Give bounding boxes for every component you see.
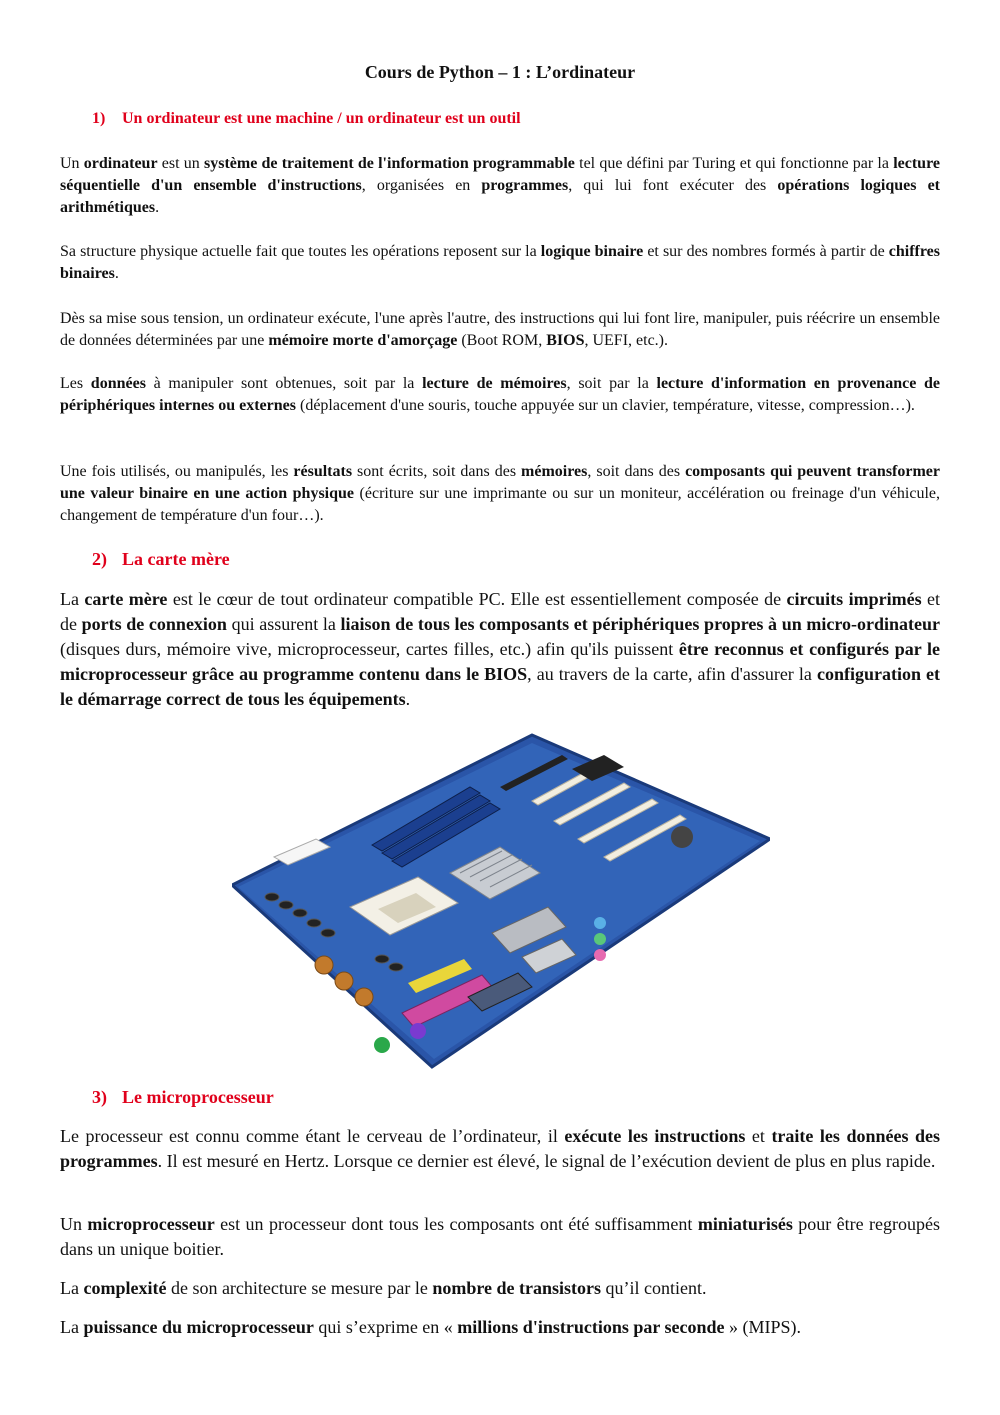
section-title: La carte mère — [122, 549, 230, 569]
paragraph: Sa structure physique actuelle fait que toutes les opérations reposent sur la logique binaire et sur des nombres formés à partir de chiffres binaires. — [60, 243, 941, 282]
section-number: 3) — [92, 1087, 107, 1107]
bold-term: chiffres binaires — [60, 243, 941, 282]
bold-term: carte mère — [84, 589, 168, 609]
bold-term: mémoires — [521, 463, 588, 480]
bold-term: lecture de mémoires — [422, 375, 567, 392]
bold-term: circuits imprimés — [786, 589, 922, 609]
bold-term: opérations logiques et arithmétiques — [60, 177, 941, 216]
page-title: Cours de Python – 1 : L’ordinateur — [364, 62, 636, 82]
paragraph: Un ordinateur est un système de traitement de l'information programmable tel que défini par Turing et qui fonctionne par la lecture séquentielle d'un ensemble d'instructions, organisées en programmes, qui lui font exécuter des opérations logiques et arithmétiques. — [60, 155, 941, 216]
section-number: 1) — [92, 110, 106, 127]
bold-term: configuration et le démarrage correct de tous les équipements — [60, 664, 941, 709]
bold-term: nombre de transistors — [432, 1278, 602, 1298]
bold-term: liaison de tous les composants et périphériques propres à un micro-ordinateur — [340, 614, 940, 634]
section-1-heading — [92, 110, 521, 128]
bold-term: mémoire morte d'amorçage — [268, 332, 458, 349]
bold-term: ports de connexion — [81, 614, 227, 634]
paragraph: Une fois utilisés, ou manipulés, les résultats sont écrits, soit dans des mémoires, soit dans des composants qui peuvent transformer une valeur binaire en une action physique (écriture sur une imprimante ou sur un moniteur, accélération ou freinage d'un véhicule, changement de température d'un four…). — [60, 463, 941, 524]
paragraph: Un microprocesseur est un processeur dont tous les composants ont été suffisamment miniaturisés pour être regroupés dans un unique boitier. — [60, 1214, 941, 1259]
paragraph: Dès sa mise sous tension, un ordinateur exécute, l'une après l'autre, des instructions qui lui font lire, manipuler, puis réécrire un ensemble de données déterminées par une mémoire morte d'amorçage (Boot ROM, BIOS, UEFI, etc.). — [60, 310, 940, 349]
bold-term: ordinateur — [83, 155, 158, 172]
bold-term: millions d'instructions par seconde — [457, 1317, 725, 1337]
section-3-heading — [92, 1087, 274, 1108]
bold-term: données — [90, 375, 146, 392]
bold-term: BIOS — [546, 332, 585, 349]
bold-term: exécute les instructions — [564, 1126, 746, 1146]
bold-term: traite les données des programmes — [60, 1126, 940, 1171]
bold-term: miniaturisés — [697, 1214, 793, 1234]
section-title: Le microprocesseur — [122, 1087, 274, 1107]
bold-term: puissance du microprocesseur — [83, 1317, 314, 1337]
motherboard-illustration — [232, 727, 770, 1069]
paragraph: Les données à manipuler sont obtenues, soit par la lecture de mémoires, soit par la lecture d'information en provenance de périphériques internes ou externes (déplacement d'une souris, touche appuyée sur un clavier, température, vitesse, compression…). — [60, 375, 940, 414]
bold-term: logique binaire — [540, 243, 644, 260]
bold-term: lecture séquentielle d'un ensemble d'instructions — [60, 155, 940, 194]
bold-term: complexité — [83, 1278, 167, 1298]
paragraph: La carte mère est le cœur de tout ordinateur compatible PC. Elle est essentiellement composée de circuits imprimés et de ports de connexion qui assurent la liaison de tous les composants et périphériques propres à un micro-ordinateur (disques durs, mémoire vive, microprocesseur, cartes filles, etc.) afin qu'ils puissent être reconnus et configurés par le microprocesseur grâce au programme contenu dans le BIOS, au travers de la carte, afin d'assurer la configuration et le démarrage correct de tous les équipements. — [60, 589, 941, 709]
paragraph: La puissance du microprocesseur qui s’exprime en « millions d'instructions par seconde » (MIPS). — [60, 1317, 802, 1337]
bold-term: composants qui peuvent transformer une valeur binaire en une action physique — [60, 463, 941, 502]
bold-term: lecture d'information en provenance de périphériques internes ou externes — [60, 375, 940, 414]
bold-term: programmes — [481, 177, 569, 194]
paragraph: La complexité de son architecture se mesure par le nombre de transistors qu’il contient. — [60, 1278, 707, 1298]
bold-term: système de traitement de l'information programmable — [203, 155, 575, 172]
paragraph: Le processeur est connu comme étant le cerveau de l’ordinateur, il exécute les instructions et traite les données des programmes. Il est mesuré en Hertz. Lorsque ce dernier est élevé, le signal de l’exécution devient de plus en plus rapide. — [60, 1126, 940, 1171]
bold-term: résultats — [293, 463, 353, 480]
section-title: Un ordinateur est une machine / un ordinateur est un outil — [122, 110, 521, 127]
bold-term: microprocesseur — [87, 1214, 215, 1234]
bold-term: être reconnus et configurés par le microprocesseur grâce au programme contenu dans le BIOS — [60, 639, 940, 684]
motherboard-image — [232, 727, 770, 1069]
section-number: 2) — [92, 549, 107, 569]
section-2-heading — [92, 549, 230, 570]
